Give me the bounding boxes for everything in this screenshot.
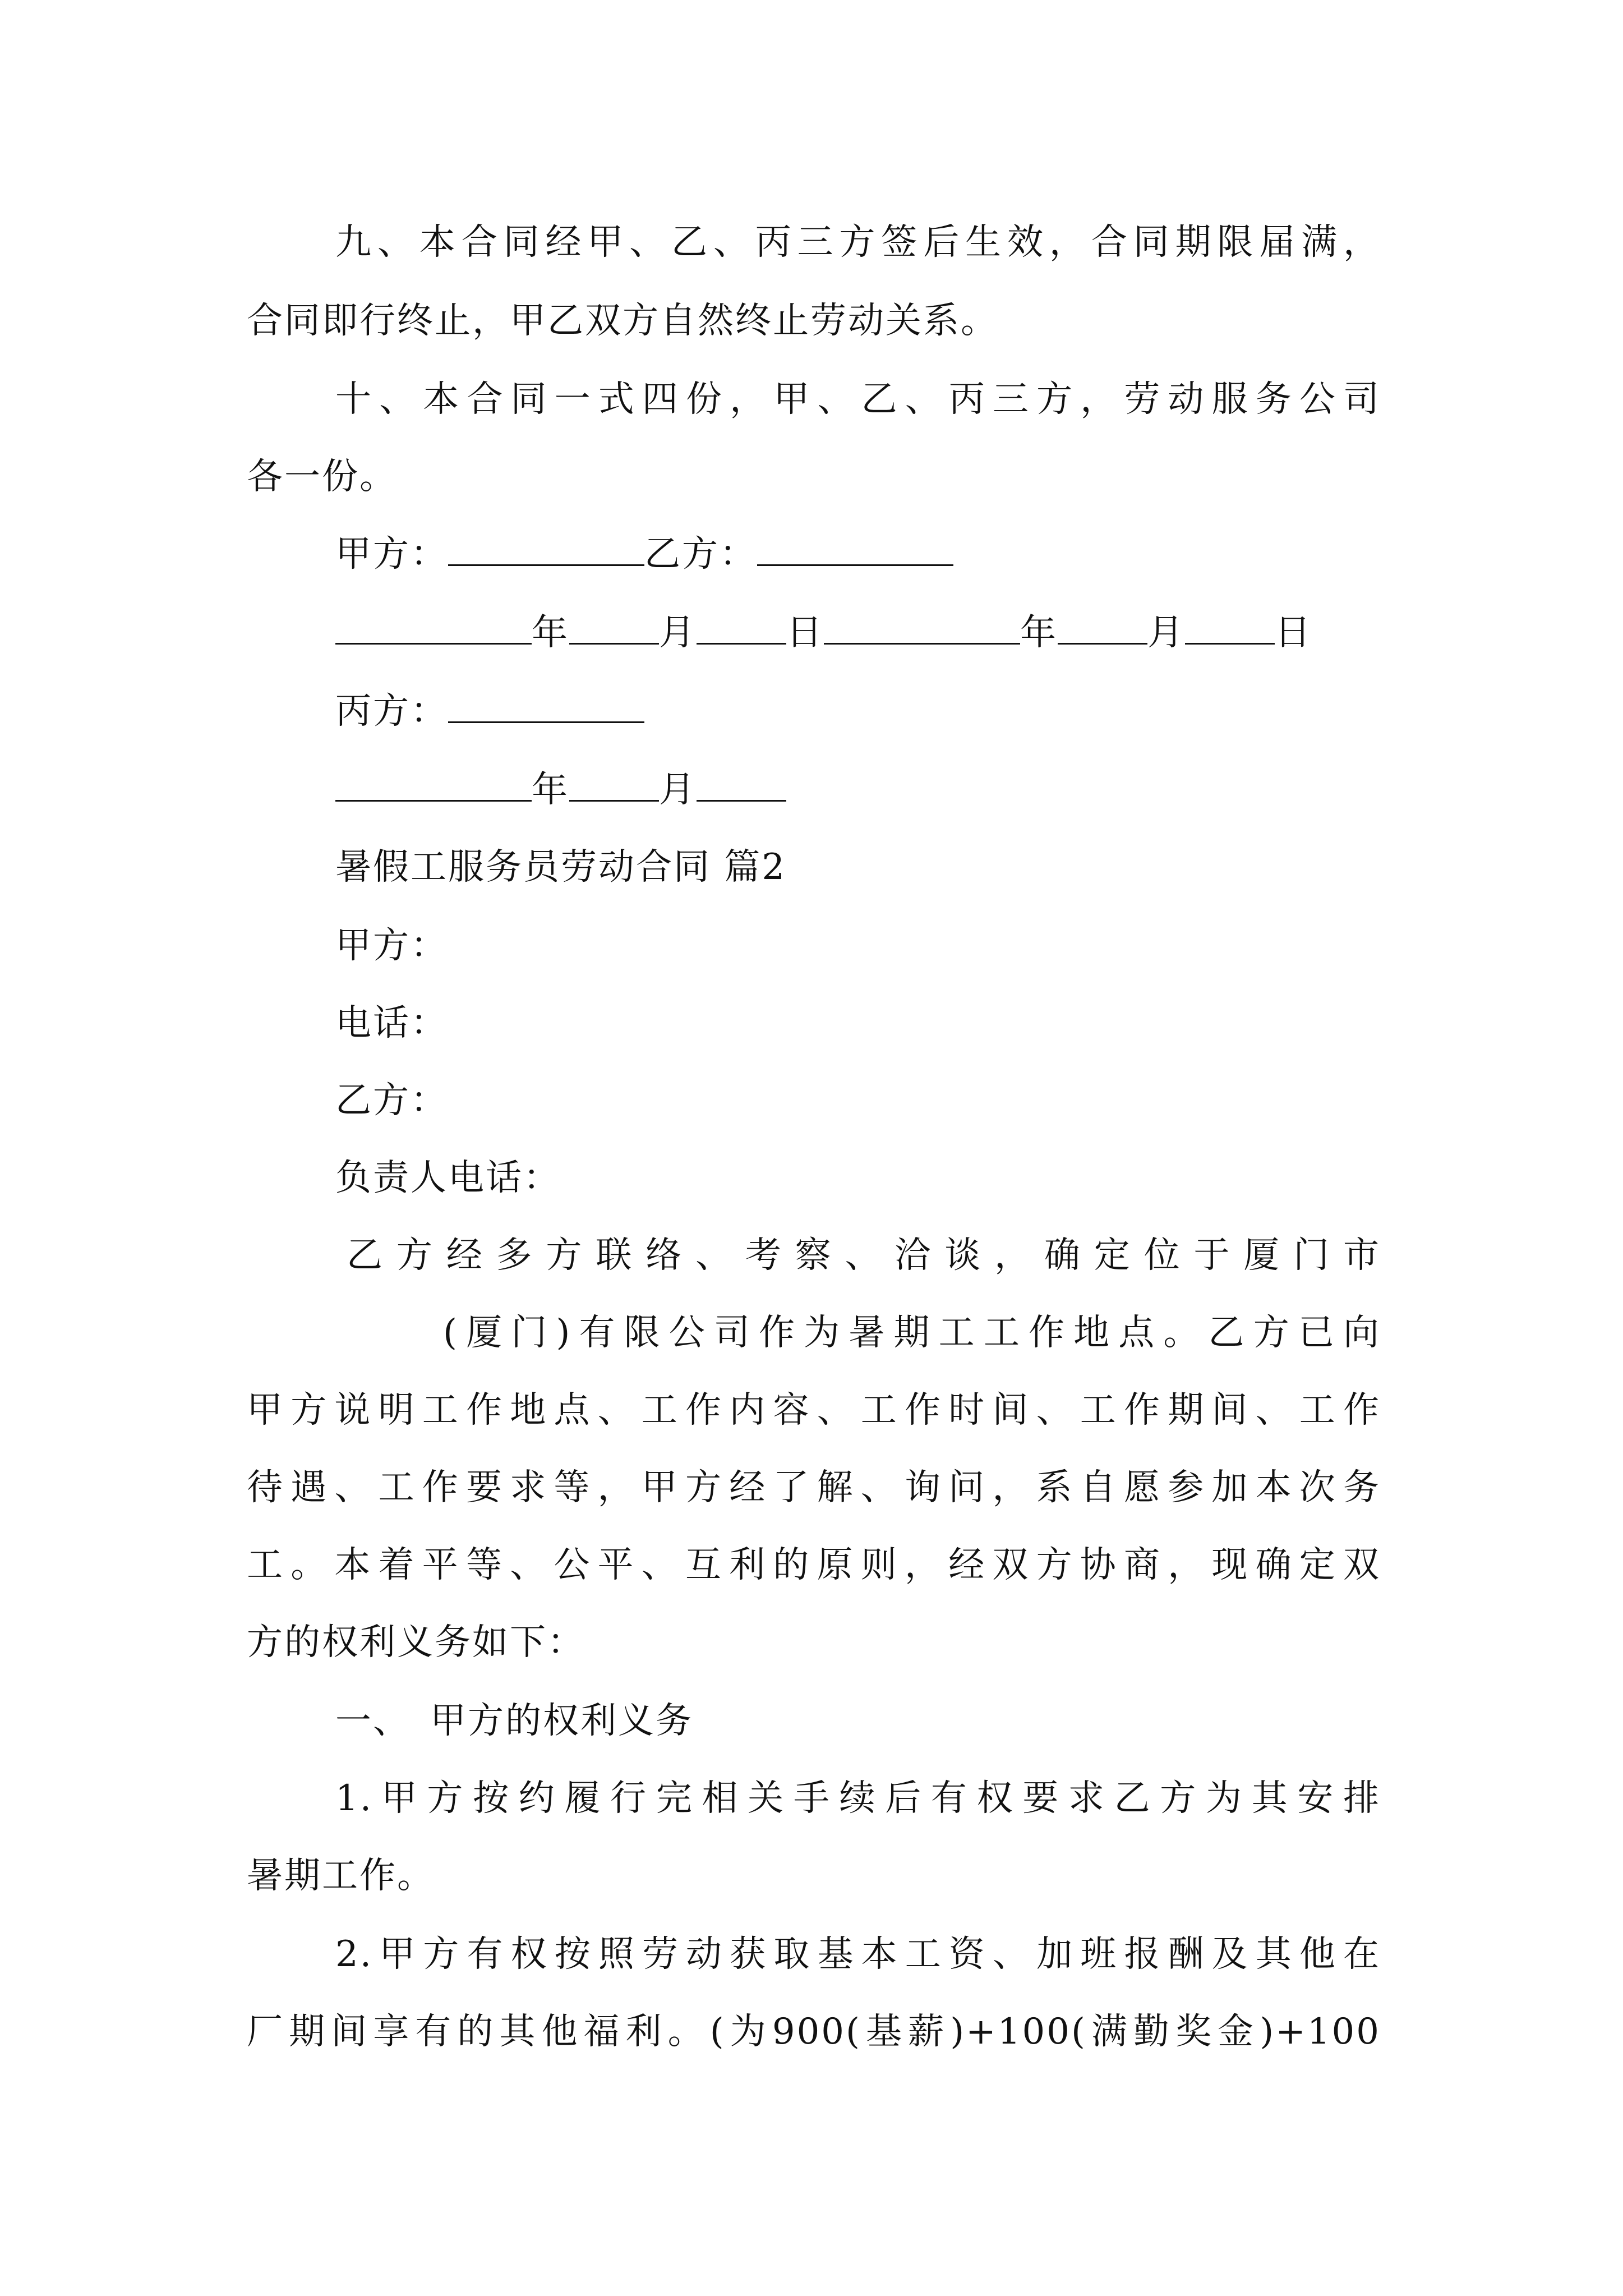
day-blank bbox=[697, 609, 786, 645]
day-label-2: 日 bbox=[1275, 612, 1312, 654]
signature-date-row-1 bbox=[335, 605, 1312, 661]
month-blank-2 bbox=[1058, 609, 1147, 645]
year-blank-3 bbox=[335, 766, 532, 802]
intro-line-3: 甲方说明工作地点、工作内容、工作时间、工作期间、工作 bbox=[247, 1389, 1381, 1431]
party-c-blank bbox=[448, 688, 644, 723]
intro-line-5: 工。本着平等、公平、互利的原则，经双方协商，现确定双 bbox=[247, 1544, 1381, 1586]
party-b-blank bbox=[757, 531, 953, 566]
party-c-label: 丙方： bbox=[335, 691, 448, 732]
section-title-2: 暑假工服务员劳动合同 篇2 bbox=[335, 846, 787, 888]
signature-row-jia-yi bbox=[335, 526, 953, 582]
clause-9-line-1: 九、本合同经甲、乙、丙三方签后生效，合同期限届满， bbox=[335, 222, 1381, 263]
day-blank-2 bbox=[1185, 609, 1275, 645]
phone-header: 电话： bbox=[335, 1002, 448, 1044]
year-label: 年 bbox=[532, 612, 569, 654]
clause-10-line-1: 十、本合同一式四份，甲、乙、丙三方，劳动服务公司 bbox=[335, 379, 1381, 420]
signature-row-bing bbox=[335, 683, 644, 739]
item-1-line-1: 1.甲方按约履行完相关手续后有权要求乙方为其安排 bbox=[335, 1778, 1381, 1819]
trailing-blank bbox=[697, 766, 786, 802]
party-a-blank bbox=[448, 531, 644, 566]
clause-10-line-2: 各一份。 bbox=[247, 456, 397, 498]
year-blank-2 bbox=[824, 609, 1020, 645]
year-blank bbox=[335, 609, 532, 645]
signature-date-row-2 bbox=[335, 762, 786, 818]
item-2-line-1: 2.甲方有权按照劳动获取基本工资、加班报酬及其他在 bbox=[335, 1934, 1381, 1975]
section-1-heading: 一、 甲方的权利义务 bbox=[335, 1700, 693, 1742]
party-a-header: 甲方： bbox=[335, 925, 448, 967]
intro-line-4: 待遇、工作要求等，甲方经了解、询问，系自愿参加本次务 bbox=[247, 1467, 1381, 1508]
year-label-2: 年 bbox=[1020, 612, 1058, 654]
responsible-phone-header: 负责人电话： bbox=[335, 1157, 561, 1199]
clause-9-line-2: 合同即行终止，甲乙双方自然终止劳动关系。 bbox=[247, 300, 998, 342]
month-label-2: 月 bbox=[1147, 612, 1185, 654]
item-2-line-2: 厂期间享有的其他福利。(为900(基薪)+100(满勤奖金)+100 bbox=[247, 2011, 1381, 2053]
month-label-3: 月 bbox=[659, 769, 697, 811]
month-blank bbox=[569, 609, 659, 645]
item-1-line-2: 暑期工作。 bbox=[247, 1855, 435, 1897]
intro-line-2: (厦门)有限公司作为暑期工工作地点。乙方已向 bbox=[443, 1312, 1381, 1354]
party-b-label: 乙方： bbox=[644, 533, 757, 575]
intro-line-1: 乙方经多方联络、考察、洽谈，确定位于厦门市 bbox=[347, 1235, 1381, 1276]
party-a-label: 甲方： bbox=[335, 533, 448, 575]
month-label: 月 bbox=[659, 612, 697, 654]
month-blank-3 bbox=[569, 766, 659, 802]
intro-line-6: 方的权利义务如下： bbox=[247, 1622, 585, 1663]
party-b-header: 乙方： bbox=[335, 1080, 448, 1121]
year-label-3: 年 bbox=[532, 769, 569, 811]
day-label: 日 bbox=[786, 612, 824, 654]
